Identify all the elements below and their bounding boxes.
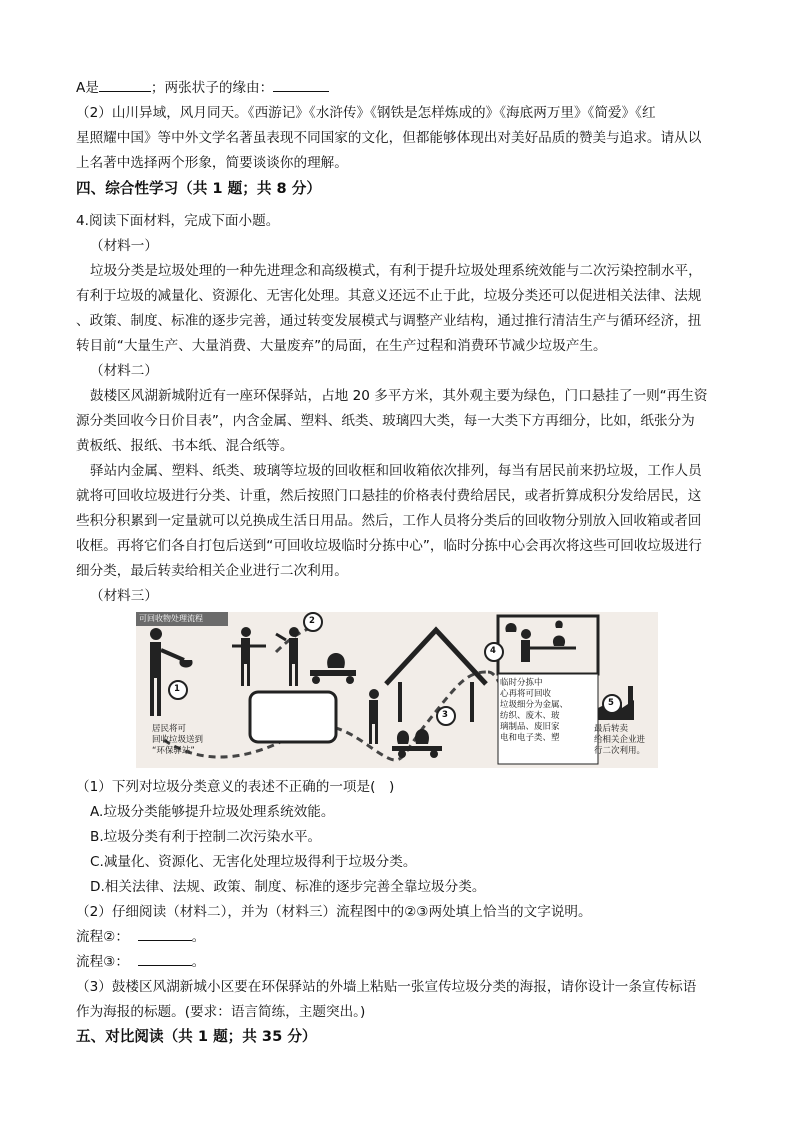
material2-line7: 收框。再将它们各自打包后送到“可回收垃圾临时分拣中心”，临时分拣中心会再次将这些可回收垃圾进行: [76, 538, 702, 554]
material2-title: （材料二）: [90, 363, 158, 379]
q1-text: （1）下列对垃圾分类意义的表述不正确的一项是( ): [76, 779, 395, 795]
flow3-answer-line: 流程③： 。: [76, 954, 206, 970]
material3-title: （材料三）: [90, 588, 158, 604]
flow2-blank[interactable]: [138, 928, 192, 941]
flow-step5-text: 最后转卖 给相关企业进 行二次利用。: [594, 724, 646, 756]
material2-line5: 就将可回收垃圾进行分类、计重，然后按照门口悬挂的价格表付费给居民，或者折算成积分发给居民，这: [76, 488, 702, 504]
q2-text-1: （2）山川异域，风月同天。《西游记》《水浒传》《钢铁是怎样炼成的》《海底两万里》《简爱》《红: [76, 105, 656, 121]
section5-heading: 五、对比阅读（共 1 题；共 35 分）: [76, 1028, 317, 1045]
option-d[interactable]: D.相关法律、法规、政策、制度、标准的逐步完善全靠垃圾分类。: [90, 879, 486, 895]
q2-flow-text: （2）仔细阅读（材料二），并为（材料三）流程图中的②③两处填上恰当的文字说明。: [76, 904, 592, 920]
material1-line1: 垃圾分类是垃圾处理的一种先进理念和高级模式，有利于提升垃圾处理系统效能与二次污染控制水平，: [90, 263, 702, 279]
material2-line4: 驿站内金属、塑料、纸类、玻璃等垃圾的回收框和回收箱依次排列，每当有居民前来扔垃圾，工作人员: [90, 463, 702, 479]
material2-line6: 些积分积累到一定量就可以兑换成生活日用品。然后，工作人员将分类后的回收物分别放入回收箱或者回: [76, 513, 702, 529]
material1-title: （材料一）: [90, 238, 158, 254]
recycling-flow-chart: [136, 612, 658, 768]
flow-step1-number: 1: [174, 684, 180, 694]
material2-line1: 鼓楼区风湖新城附近有一座环保驿站，占地 20 多平方米，其外观主要为绿色，门口悬挂了一则“再生资: [90, 388, 708, 404]
q3-text-2: 作为海报的标题。(要求：语言简练，主题突出。): [76, 1004, 366, 1020]
flow-step1-text: 居民将可 回收垃圾送到 “环保驿站”: [152, 724, 204, 756]
q2-text-2: 星照耀中国》等中外文学名著虽表现不同国家的文化，但都能够体现出对美好品质的赞美与追求。请从以: [76, 130, 702, 146]
material2-line8: 细分类，最后转卖给相关企业进行二次利用。: [76, 563, 348, 579]
answer-line-a: A是 ；两张状子的缘由：: [76, 78, 329, 98]
option-c[interactable]: C.减量化、资源化、无害化处理垃圾得利于垃圾分类。: [90, 854, 417, 870]
blank-reason[interactable]: [273, 79, 329, 92]
option-a[interactable]: A.垃圾分类能够提升垃圾处理系统效能。: [90, 804, 335, 820]
flow-illustration: [136, 612, 658, 768]
option-b[interactable]: B.垃圾分类有利于控制二次污染水平。: [90, 829, 322, 845]
q3-text-1: （3）鼓楼区风湖新城小区要在环保驿站的外墙上粘贴一张宣传垃圾分类的海报，请你设计一条宣传标语: [76, 979, 697, 995]
section4-heading: 四、综合性学习（共 1 题；共 8 分）: [76, 180, 321, 197]
flow3-blank[interactable]: [138, 953, 192, 966]
q2-text-3: 上名著中选择两个形象，简要谈谈你的理解。: [76, 155, 348, 171]
section4-intro: 4.阅读下面材料，完成下面小题。: [76, 213, 280, 229]
material2-line2: 源分类回收今日价目表”，内含金属、塑料、纸类、玻璃四大类，每一大类下方再细分，比如，纸张分为: [76, 413, 695, 429]
material2-line3: 黄板纸、报纸、书本纸、混合纸等。: [76, 438, 294, 454]
blank-a[interactable]: [99, 79, 151, 92]
flow-banner: 可回收物处理流程: [139, 614, 203, 623]
material1-line4: 转目前“大量生产、大量消费、大量废弃”的局面，在生产过程和消费环节减少垃圾产生。: [76, 338, 607, 354]
flow-step3-number: 3: [442, 710, 448, 720]
flow2-answer-line: 流程②： 。: [76, 929, 206, 945]
flow-step5-number: 5: [608, 698, 614, 708]
flow-step4-number: 4: [490, 646, 496, 656]
material1-line3: 、政策、制度、标准的逐步完善，通过转变发展模式与调整产业结构，通过推行清洁生产与循环经济，扭: [76, 313, 702, 329]
flow-step2-number: 2: [309, 616, 315, 626]
material1-line2: 有利于垃圾的减量化、资源化、无害化处理。其意义还远不止于此，垃圾分类还可以促进相关法律、法规: [76, 288, 702, 304]
flow-step4-text: 临时分拣中 心再将可回收 垃圾细分为金属、 纺织、废木、玻 璃制品、废旧家 电和电子类、塑: [500, 678, 569, 743]
